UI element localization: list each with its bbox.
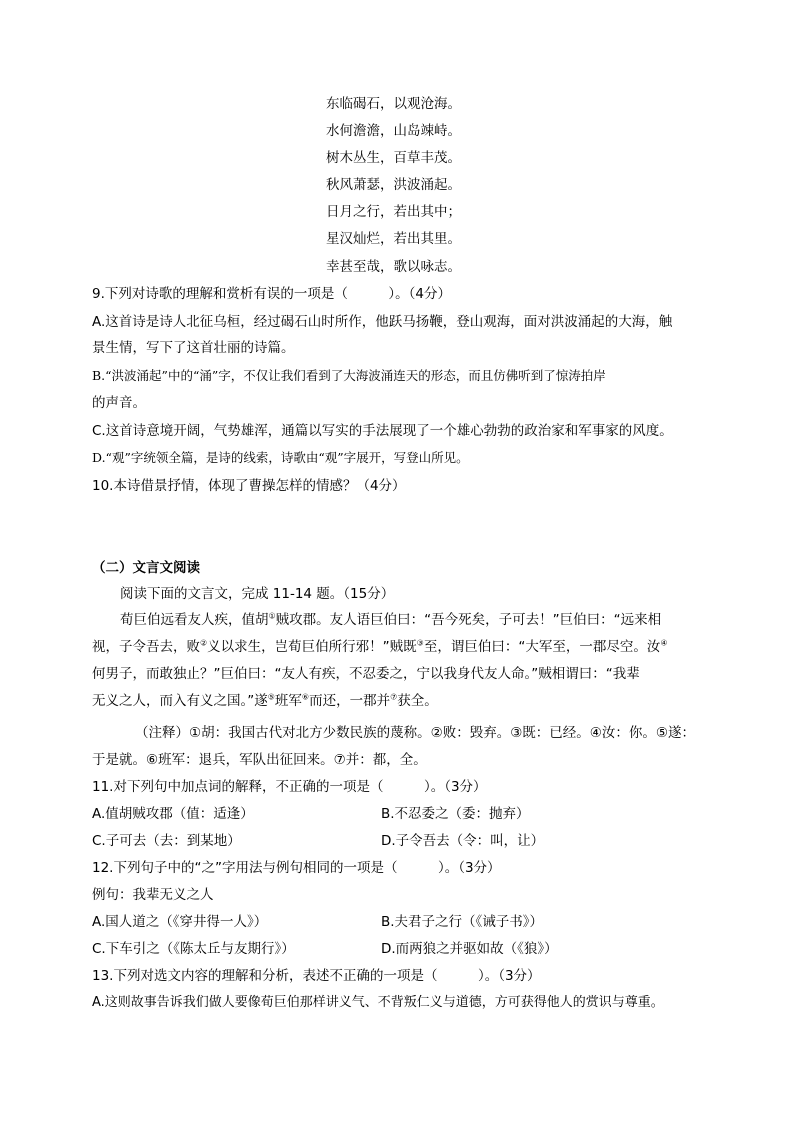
question-13-option-a: A.这则故事告诉我们做人要像荀巨伯那样讲义气、不背叛仁义与道德，方可获得他人的赏识与尊重。 (92, 995, 664, 1010)
question-11-option-c: C.子可去（去：到某地） (92, 833, 241, 849)
passage-line: 无义之人，而入有义之国。”遂⑤班军⑥而还，一郡并⑦获全。 (92, 692, 438, 709)
passage-line: 视，子令吾去，败②义以求生，岂荀巨伯所行邪！”贼既③至，谓巨伯曰：“大军至，一郡尽空。汝④ (92, 638, 668, 655)
poem-line: 幸甚至哉，歌以咏志。 (326, 259, 461, 275)
passage-line: 荀巨伯远看友人疾，值胡①贼攻郡。友人语巨伯曰：“吾今死矣，子可去！”巨伯曰：“远来相 (120, 611, 662, 628)
question-12-example: 例句：我辈无义之人 (92, 887, 214, 903)
question-12-option-d: D.而两狼之并驱如故（《狼》） (381, 941, 558, 957)
question-9-option-d: D.“观”字统领全篇，是诗的线索，诗歌由“观”字展开，写登山所见。 (92, 450, 469, 465)
annotation-line: （注释）①胡：我国古代对北方少数民族的蔑称。②败：毁弃。③既：已经。④汝：你。⑤遂： (135, 725, 696, 741)
poem-line: 水何澹澹，山岛竦峙。 (326, 123, 461, 139)
question-12-option-a: A.国人道之（《穿井得一人》） (92, 914, 268, 930)
question-13-stem: 13.下列对选文内容的理解和分析，表述不正确的一项是（ ）。（3分） (92, 968, 541, 984)
question-11-stem: 11.对下列句中加点词的解释，不正确的一项是（ ）。（3分） (92, 779, 487, 795)
question-11-option-d: D.子令吾去（令：叫，让） (381, 833, 545, 849)
section-intro: 阅读下面的文言文，完成 11-14 题。（15分） (120, 586, 395, 602)
poem-line: 树木丛生，百草丰茂。 (326, 150, 461, 166)
poem-line: 日月之行，若出其中； (326, 204, 461, 220)
poem-line: 星汉灿烂，若出其里。 (326, 231, 461, 247)
question-12-stem: 12.下列句子中的“之”字用法与例句相同的一项是（ ）。（3分） (92, 860, 501, 876)
question-12-option-c: C.下车引之（《陈太丘与友期行》） (92, 941, 295, 957)
question-9-option-b-cont: 的声音。 (92, 395, 146, 411)
section-title: （二）文言文阅读 (92, 560, 200, 576)
question-11-option-b: B.不忍委之（委：抛弃） (381, 806, 530, 822)
question-9-option-a: A.这首诗是诗人北征乌桓，经过碣石山时所作，他跃马扬鞭，登山观海，面对洪波涌起的大海，触 (92, 314, 673, 330)
question-9-stem: 9.下列对诗歌的理解和赏析有误的一项是（ ）。（4分） (92, 286, 451, 302)
poem-line: 东临碣石，以观沧海。 (326, 96, 461, 112)
question-9-option-c: C.这首诗意境开阔，气势雄浑，通篇以写实的手法展现了一个雄心勃勃的政治家和军事家的风度。 (92, 423, 673, 439)
question-11-option-a: A.值胡贼攻郡（值：适逢） (92, 806, 254, 822)
question-12-option-b: B.夫君子之行（《诫子书》） (381, 914, 544, 930)
passage-line: 何男子，而敢独止？”巨伯曰：“友人有疾，不忍委之，宁以我身代友人命。”贼相谓曰：“我辈 (92, 666, 640, 682)
question-9-option-b: B.“洪波涌起”中的“涌”字，不仅让我们看到了大海波涌连天的形态，而且仿佛听到了惊涛拍岸 (92, 368, 606, 383)
question-9-option-a-cont: 景生情，写下了这首壮丽的诗篇。 (92, 340, 295, 356)
poem-line: 秋风萧瑟，洪波涌起。 (326, 177, 461, 193)
question-10-stem: 10.本诗借景抒情，体现了曹操怎样的情感？（4分） (92, 478, 406, 494)
annotation-line: 于是就。⑥班军：退兵，军队出征回来。⑦并：都，全。 (92, 752, 427, 768)
